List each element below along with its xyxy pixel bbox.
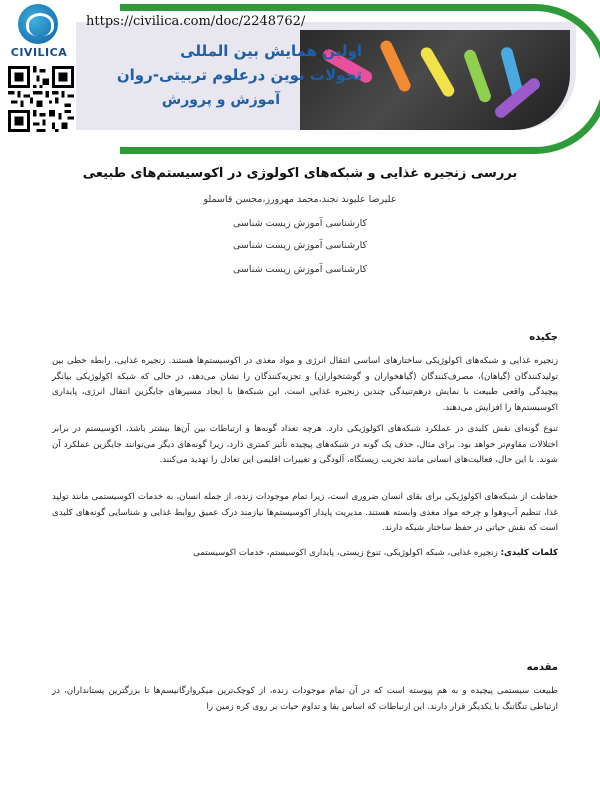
header-banner bbox=[0, 0, 600, 150]
abstract-heading: چکیده bbox=[529, 332, 558, 343]
paper-authors: علیرضا علیوند نجند،محمد مهرورز،محسن قاسملو bbox=[203, 194, 397, 205]
conference-title-line2: تحولات نوین درعلوم تربیتی-روان bbox=[116, 66, 362, 84]
keywords-label: کلمات کلیدی: bbox=[500, 548, 558, 558]
civilica-logo-icon bbox=[18, 4, 58, 44]
paper-title: بررسی زنجیره غذایی و شبکه‌های اکولوژی در اکوسیستم‌های طبیعی bbox=[82, 166, 518, 181]
affiliation-1: کارشناسی آموزش زیست شناسی bbox=[232, 218, 368, 229]
conference-title-line3: آموزش و پرورش bbox=[161, 92, 280, 108]
affiliation-3: کارشناسی آموزش زیست شناسی bbox=[232, 264, 368, 275]
logo-text: CIVILICA bbox=[10, 46, 68, 59]
abstract-paragraph-3: حفاظت از شبکه‌های اکولوژیکی برای بقای انسان ضروری است، زیرا تمام موجودات زنده، از جمله انسان، به خدمات اکوسیستمی مانند تولید غذا، تنظیم آب‌وهوا و چرخه مواد مغذی وابسته هستند. مدیریت پایدار اکوسیستم‌ها نیازمند درک عمیق روابط غذایی و شناسایی گونه‌های کلیدی است که نقش حیاتی در حفظ ساختار شبکه دارند. bbox=[52, 492, 558, 533]
conference-title-line1: اولین همایش بین المللی bbox=[180, 42, 362, 60]
document-url[interactable]: https://civilica.com/doc/2248762/ bbox=[86, 14, 306, 29]
affiliation-2: کارشناسی آموزش زیست شناسی bbox=[232, 240, 368, 251]
intro-paragraph-1: طبیعت سیستمی پیچیده و به هم پیوسته است که در آن تمام موجودات زنده، از کوچک‌ترین میکروارگانیسم‌ها تا بزرگترین پستانداران، در ارتباطی تنگاتنگ با یکدیگر قرار دارند. این ارتباطات که اساس بقا و تداوم حیات بر روی کره زمین را bbox=[52, 686, 558, 712]
keywords bbox=[52, 546, 558, 561]
intro-heading: مقدمه bbox=[526, 662, 558, 673]
civilica-logo[interactable] bbox=[4, 2, 74, 64]
qr-code-icon bbox=[8, 66, 74, 132]
abstract-paragraph-2: تنوع گونه‌ای نقش کلیدی در عملکرد شبکه‌های اکولوژیکی دارد. هرچه تعداد گونه‌ها و ارتباطات بین آن‌ها بیشتر باشد، اکوسیستم در برابر اختلالات مقاوم‌تر خواهد بود. برای مثال، حذف یک گونه در شبکه‌های پیچیده تأثیر کمتری دارد، زیرا گونه‌های دیگر می‌توانند جایگزین عملکرد آن شوند. با این حال، فعالیت‌های انسانی مانند تخریب زیستگاه، آلودگی و تغییرات اقلیمی این تعادل را تهدید می‌کنند. bbox=[52, 424, 558, 465]
abstract-paragraph-1: زنجیره غذایی و شبکه‌های اکولوژیکی ساختارهای اساسی انتقال انرژی و مواد مغذی در اکوسیستم‌ها هستند. زنجیره غذایی، رابطه خطی بین تولیدکنندگان (گیاهان)، مصرف‌کنندگان (گیاهخواران و گوشتخواران) و تجزیه‌کنندگان را نشان می‌دهد، در حالی که شبکه اکولوژیکی بیانگر پیچیدگی واقعی طبیعت با نمایش درهم‌تنیدگی چندین زنجیره غذایی است. این شبکه‌ها با ایجاد مسیرهای جایگزین انتقال انرژی، پایداری اکوسیستم‌ها را افزایش می‌دهند. bbox=[52, 356, 558, 413]
keywords-list: زنجیره غذایی، شبکه اکولوژیکی، تنوع زیستی، پایداری اکوسیستم، خدمات اکوسیستمی bbox=[193, 548, 498, 558]
